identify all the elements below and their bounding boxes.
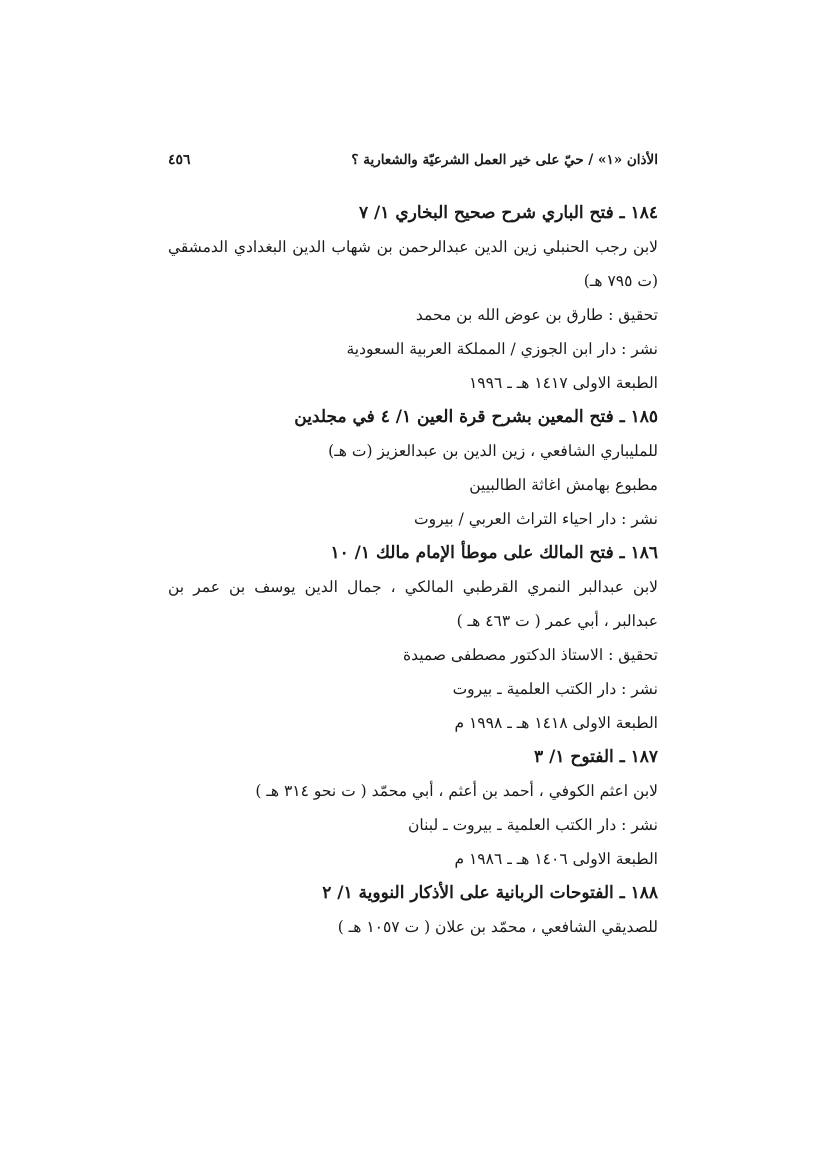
entry-publisher: نشر : دار ابن الجوزي / المملكة العربية السعودية [346, 340, 658, 358]
entry-editor: تحقيق : الاستاذ الدكتور مصطفى صميدة [402, 646, 658, 664]
bibliography-entry [168, 196, 658, 400]
entry-note: مطبوع بهامش اغاثة الطالبيين [469, 476, 658, 494]
entry-title: ١٨٨ ـ الفتوحات الربانية على الأذكار النووية ١/ ٢ [322, 883, 658, 903]
entry-title: ١٨٦ ـ فتح المالك على موطأ الإمام مالك ١/ ١٠ [330, 543, 658, 563]
entry-publisher: نشر : دار الكتب العلمية ـ بيروت ـ لبنان [408, 816, 658, 834]
bibliography-entry [168, 536, 658, 740]
entry-editor: تحقيق : طارق بن عوض الله بن محمد [415, 306, 658, 324]
entry-edition: الطبعة الاولى ١٤٠٦ هـ ـ ١٩٨٦ م [454, 850, 658, 868]
page-number: ٤٥٦ [168, 152, 191, 168]
entry-author: لابن عبدالبر النمري القرطبي المالكي ، جمال الدين يوسف بن عمر بن عبدالبر ، أبي عمر ( ت ٤٦٣ هـ ) [168, 578, 658, 630]
entry-publisher: نشر : دار احياء التراث العربي / بيروت [414, 510, 658, 528]
entry-edition: الطبعة الاولى ١٤١٧ هـ ـ ١٩٩٦ [468, 374, 658, 392]
entry-author: لابن اعثم الكوفي ، أحمد بن أعثم ، أبي محمّد ( ت نحو ٣١٤ هـ ) [255, 782, 658, 800]
entry-author: للمليباري الشافعي ، زين الدين بن عبدالعزيز (ت هـ) [328, 442, 658, 460]
bibliography-list [168, 196, 658, 944]
running-header [168, 152, 658, 180]
bibliography-entry [168, 400, 658, 536]
entry-title: ١٨٤ ـ فتح الباري شرح صحيح البخاري ١/ ٧ [358, 203, 658, 223]
entry-author: للصديقي الشافعي ، محمّد بن علان ( ت ١٠٥٧ هـ ) [337, 918, 658, 936]
entry-title: ١٨٧ ـ الفتوح ١/ ٣ [534, 747, 658, 767]
header-title: الأذان «١» / حيّ على خير العمل الشرعيّة والشعارية ؟ [351, 152, 658, 168]
entry-publisher: نشر : دار الكتب العلمية ـ بيروت [452, 680, 658, 698]
entry-author: لابن رجب الحنبلي زين الدين عبدالرحمن بن شهاب الدين البغدادي الدمشقي (ت ٧٩٥ هـ) [168, 238, 658, 290]
entry-edition: الطبعة الاولى ١٤١٨ هـ ـ ١٩٩٨ م [454, 714, 658, 732]
entry-title: ١٨٥ ـ فتح المعين بشرح قرة العين ١/ ٤ في مجلدين [294, 407, 658, 427]
bibliography-entry [168, 740, 658, 876]
bibliography-entry [168, 876, 658, 944]
